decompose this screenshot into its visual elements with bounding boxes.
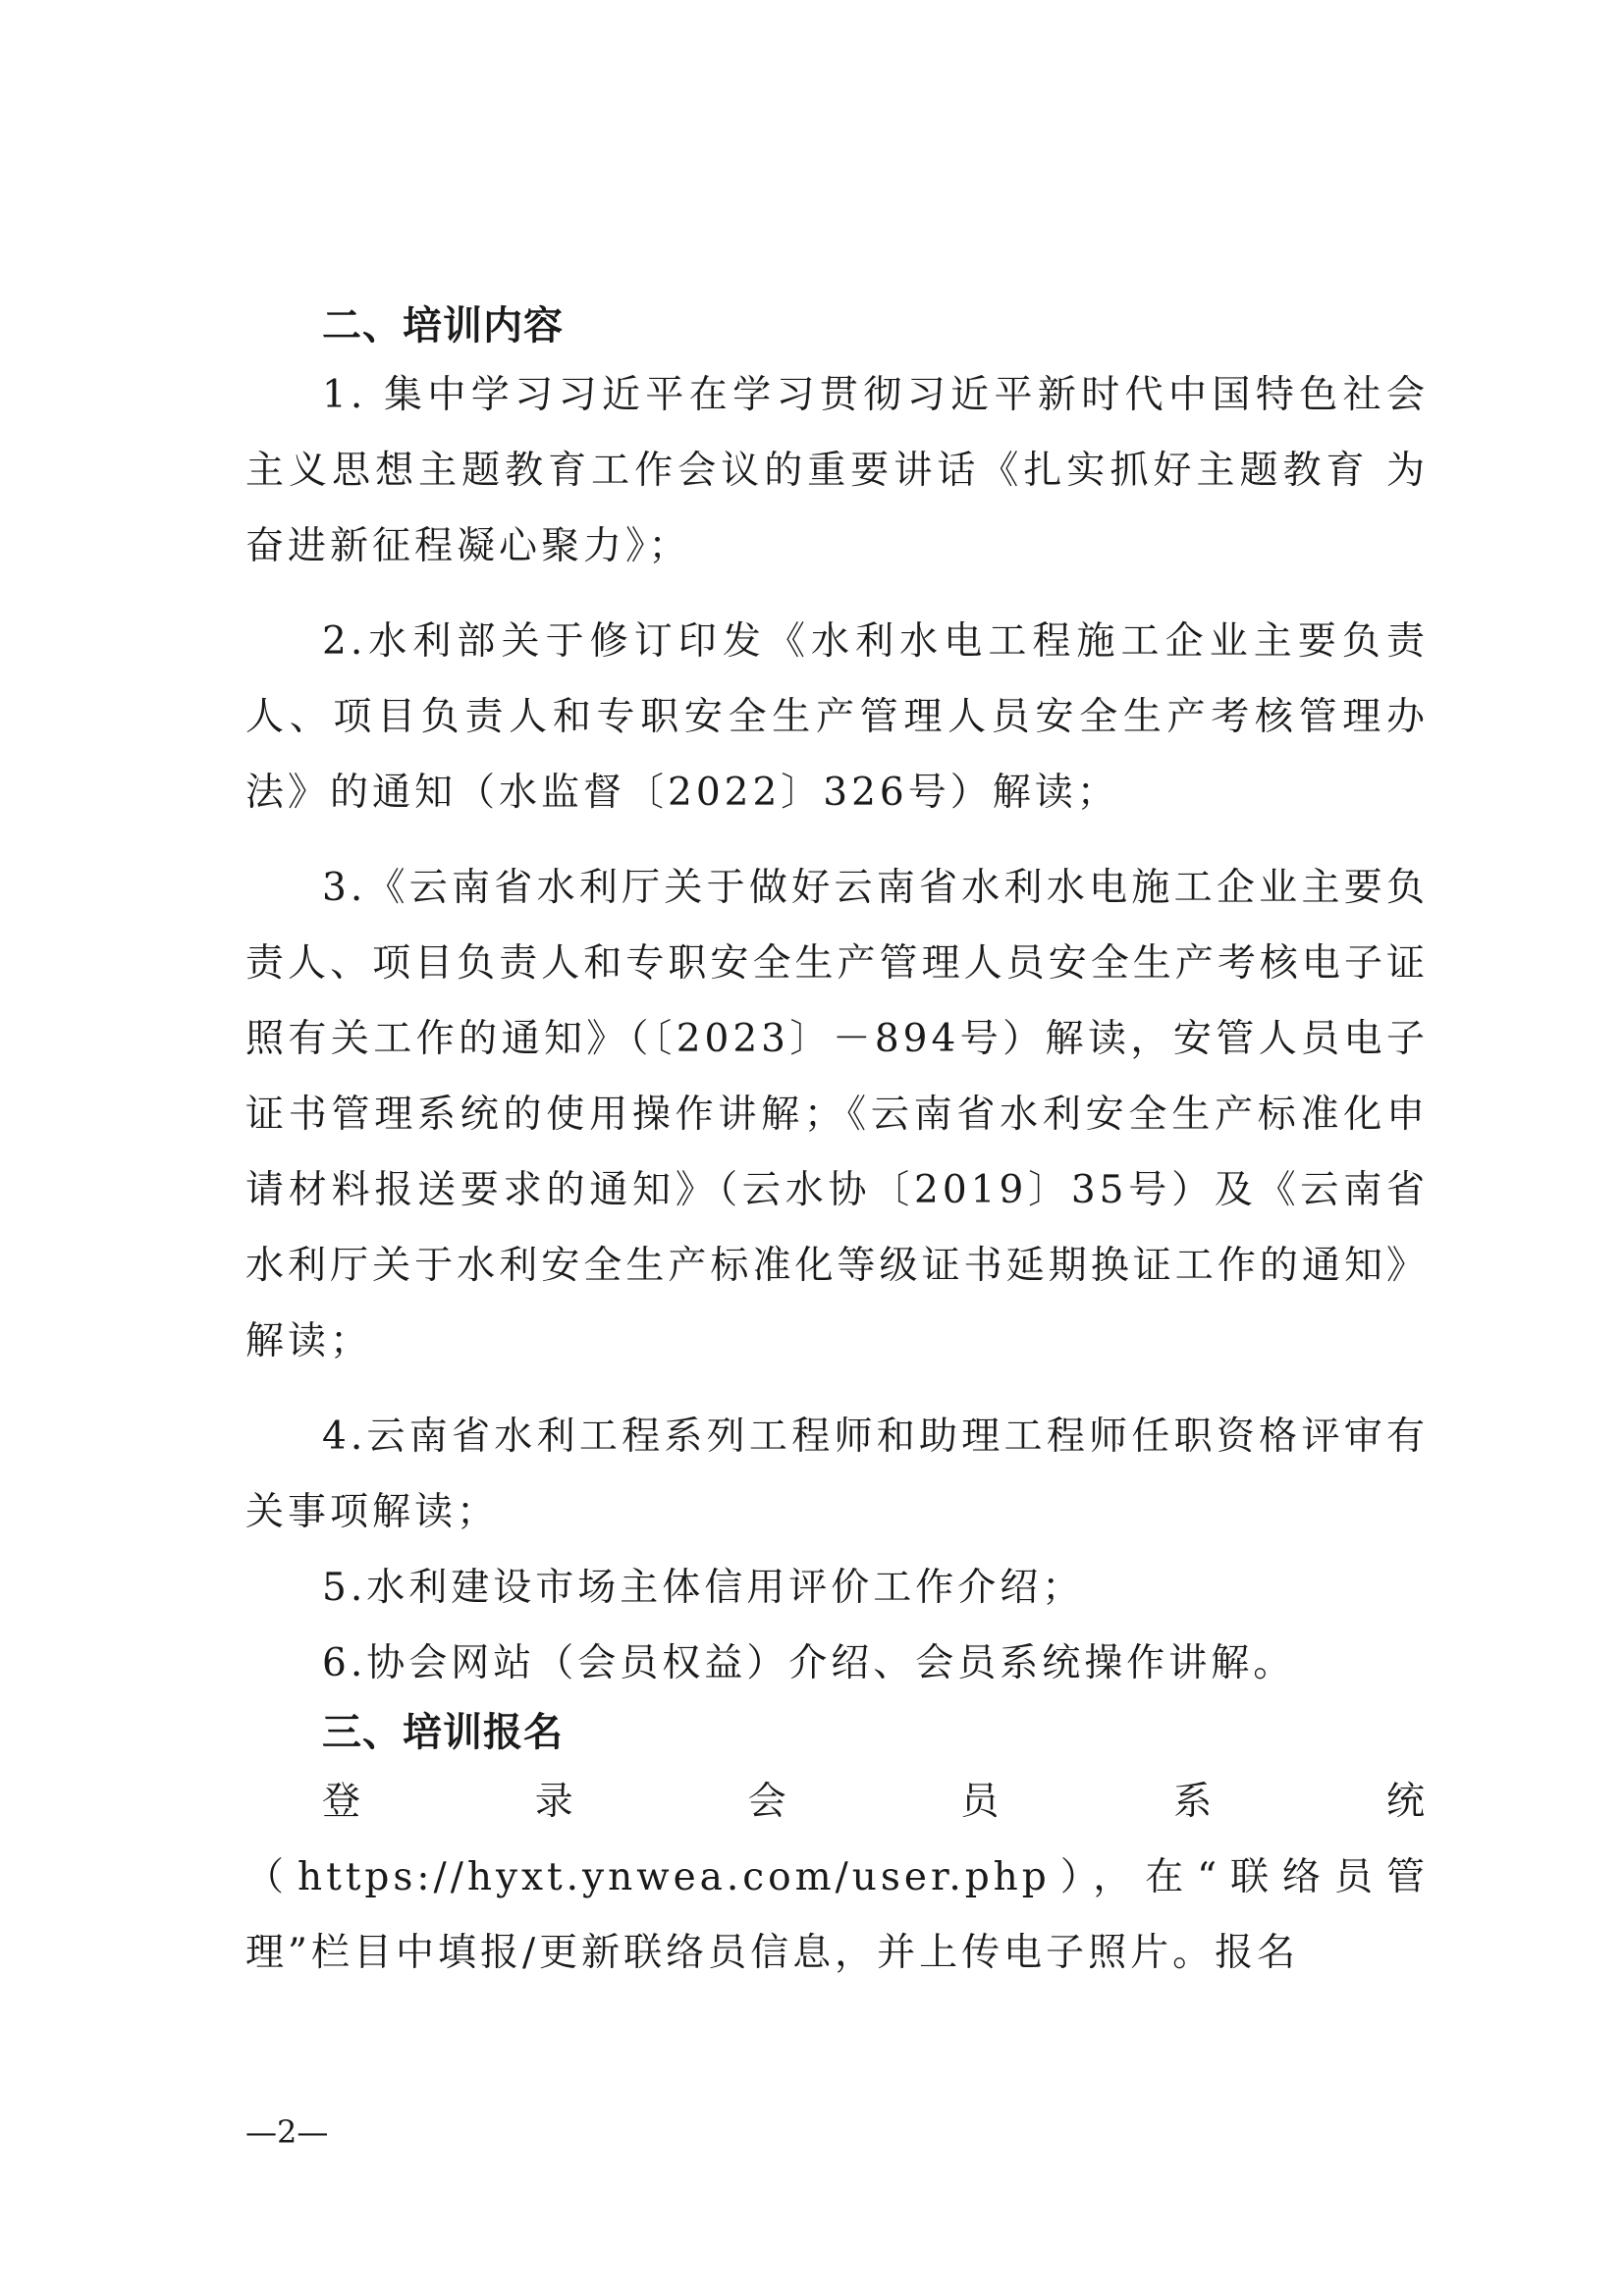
training-item-1: 1. 集中学习习近平在学习贯彻习近平新时代中国特色社会主义思想主题教育工作会议的重要讲话《扎实抓好主题教育 为奋进新征程凝心聚力》； [245,373,1429,568]
training-item-3: 3.《云南省水利厅关于做好云南省水利水电施工企业主要负责人、项目负责人和专职安全生产管理人员安全生产考核电子证照有关工作的通知》（〔2023〕－894号）解读，安管人员电子证书管理系统的使用操作讲解；《云南省水利安全生产标准化申请材料报送要求的通知》（云水协〔2019〕35号）及《云南省水利厅关于水利安全生产标准化等级证书延期换证工作的通知》解读； [245,866,1429,1363]
section-heading-registration: 三、培训报名 [322,1710,564,1755]
section-heading-training-content: 二、培训内容 [322,303,564,348]
training-item-5: 5.水利建设市场主体信用评价工作介绍； [322,1566,1085,1610]
training-item-2: 2.水利部关于修订印发《水利水电工程施工企业主要负责人、项目负责人和专职安全生产管理人员安全生产考核管理办法》的通知（水监督〔2022〕326号）解读； [245,619,1429,815]
training-item-4: 4.云南省水利工程系列工程师和助理工程师任职资格评审有关事项解读； [245,1415,1429,1534]
registration-text: 登录会员系统（https://hyxt.ynwea.com/user.php），在“联络员管理”栏目中填报/更新联络员信息，并上传电子照片。报名 [245,1780,1429,1975]
training-item-6: 6.协会网站（会员权益）介绍、会员系统操作讲解。 [322,1641,1296,1685]
page-number: —2— [245,2113,329,2151]
document-body [245,294,1429,1991]
